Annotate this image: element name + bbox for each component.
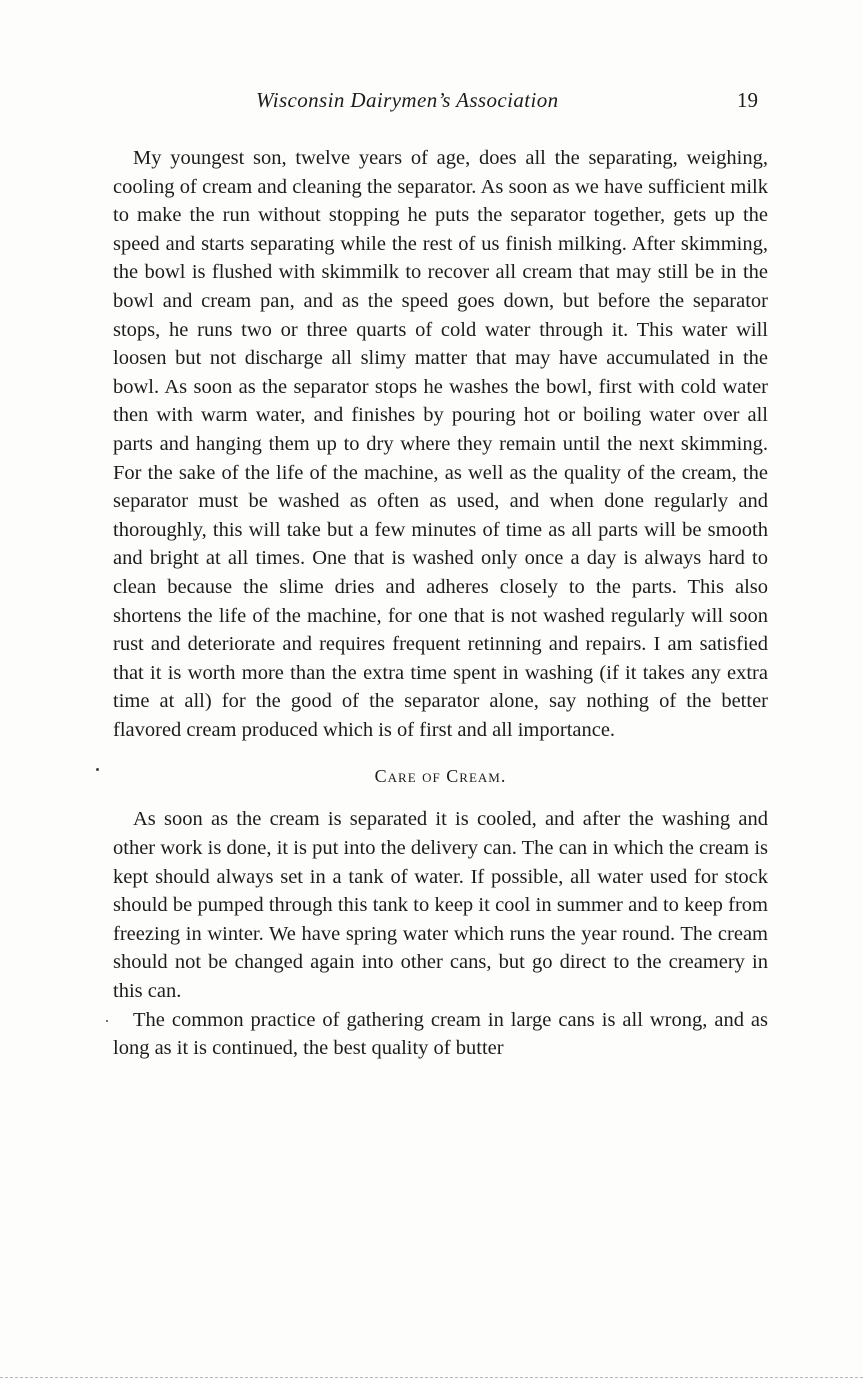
paragraph-care-of-cream: As soon as the cream is separated it is cooled, and after the washing and other work is done, it is put into the delivery can. The can in which the cream is kept should always set in a tank of water. If possible, all water used for stock should be pumped through this tank to keep it cool in summer and to keep from freezing in winter. We have spring water which runs the year round. The cream should not be changed again into other cans, but go direct to the creamery in this can.	[113, 808, 768, 1003]
section-heading: Care of Cream.	[374, 766, 507, 787]
page-number: 19	[737, 88, 758, 112]
paragraph-separator-cleaning: My youngest son, twelve years of age, does all the separating, weighing, cooling of cream and cleaning the separator. As soon as we have sufficient milk to make the run without stopping he puts the separator together, gets up the speed and starts separating while the rest of us finish milking. After skimming, the bowl is flushed with skimmilk to recover all cream that may still be in the bowl and cream pan, and as the speed goes down, but before the separator stops, he runs two or three quarts of cold water through it. This water will loosen but not discharge all slimy matter that may have accumulated in the bowl. As soon as the separator stops he washes the bowl, first with cold water then with warm water, and finishes by pouring hot or boiling water over all parts and hanging them up to dry where they remain until the next skimming. For the sake of the life of the machine, as well as the quality of the cream, the separator must be washed as often as used, and when done regularly and thoroughly, this will take but a few minutes of time as all parts will be smooth and bright at all times. One that is washed only once a day is always hard to clean because the slime dries and adheres closely to the parts. This also shortens the life of the machine, for one that is not washed regularly will soon rust and deteriorate and requires frequent retinning and repairs. I am satisfied that it is worth more than the extra time spent in washing (if it takes any extra time at all) for the good of the separator alone, say nothing of the better flavored cream produced which is of first and all importance.	[113, 147, 768, 741]
paragraph-gathering-cream: The common practice of gathering cream in large cans is all wrong, and as long as it is continued, the best quality of butter	[113, 1008, 768, 1060]
running-header	[118, 88, 768, 118]
body-text	[113, 144, 768, 1063]
print-speck	[106, 1020, 108, 1022]
print-speck	[96, 768, 99, 771]
page-edge-line	[0, 1377, 863, 1378]
running-title: Wisconsin Dairymen’s Association	[256, 88, 559, 112]
